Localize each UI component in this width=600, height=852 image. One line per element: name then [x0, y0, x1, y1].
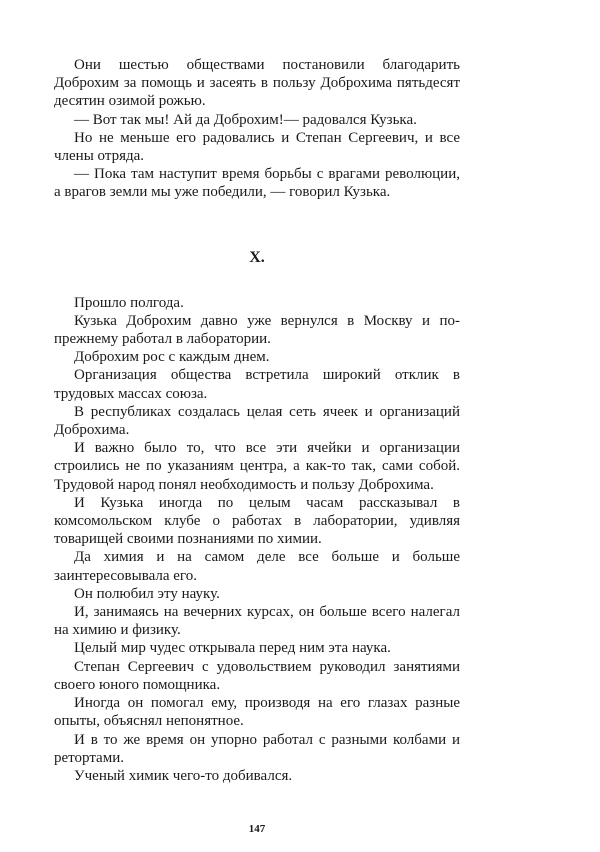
paragraph: И в то же время он упорно работал с разными колбами и ретортами.	[54, 731, 460, 766]
paragraph: Ученый химик чего-то добивался.	[74, 767, 293, 784]
chapter-body	[54, 294, 460, 785]
paragraph: — Пока там наступит время борьбы с врагами революции, а врагов земли мы уже победили, — говорил Кузька.	[54, 166, 460, 201]
paragraph: Он полюбил эту науку.	[74, 585, 220, 602]
paragraph: Но не меньше его радовались и Степан Сергеевич, и все члены отряда.	[54, 129, 460, 165]
book-page	[54, 56, 460, 836]
paragraph: Они шестью обществами постановили благодарить Доброхим за помощь и засеять в пользу Доброхима пятьдесят десятин озимой рожью.	[54, 57, 460, 110]
chapter-heading: X.	[249, 248, 265, 266]
paragraph: Доброхим рос с каждым днем.	[74, 349, 270, 366]
paragraph: Иногда он помогал ему, производя на его глазах разные опыты, объяснял непонятное.	[54, 695, 460, 730]
previous-section-ending	[54, 56, 460, 202]
paragraph: Целый мир чудес открывала перед ним эта наука.	[74, 640, 391, 657]
paragraph: И, занимаясь на вечерних курсах, он больше всего налегал на химию и физику.	[54, 604, 460, 639]
paragraph: И Кузька иногда по целым часам рассказывал в комсомольском клубе о работах в лаборатории, удивляя товарищей своими познаниями по химии.	[54, 494, 460, 548]
paragraph: — Вот так мы! Ай да Доброхим!— радовался Кузька.	[74, 111, 417, 128]
paragraph: Прошло полгода.	[74, 294, 184, 311]
paragraph: И важно было то, что все эти ячейки и организации строились не по указаниям центра, а как-то так, сами собой. Трудовой народ понял необходимость и пользу Доброхима.	[54, 440, 460, 493]
paragraph: Организация общества встретила широкий отклик в трудовых массах союза.	[54, 367, 460, 402]
paragraph: В республиках создалась целая сеть ячеек и организаций Доброхима.	[54, 403, 460, 439]
paragraph: Степан Сергеевич с удовольствием руководил занятиями своего юного помощника.	[54, 658, 460, 693]
paragraph: Да химия и на самом деле все больше и больше заинтересовывала его.	[54, 549, 460, 584]
page-number: 147	[248, 823, 266, 835]
paragraph: Кузька Доброхим давно уже вернулся в Москву и по-прежнему работал в лаборатории.	[54, 312, 460, 348]
